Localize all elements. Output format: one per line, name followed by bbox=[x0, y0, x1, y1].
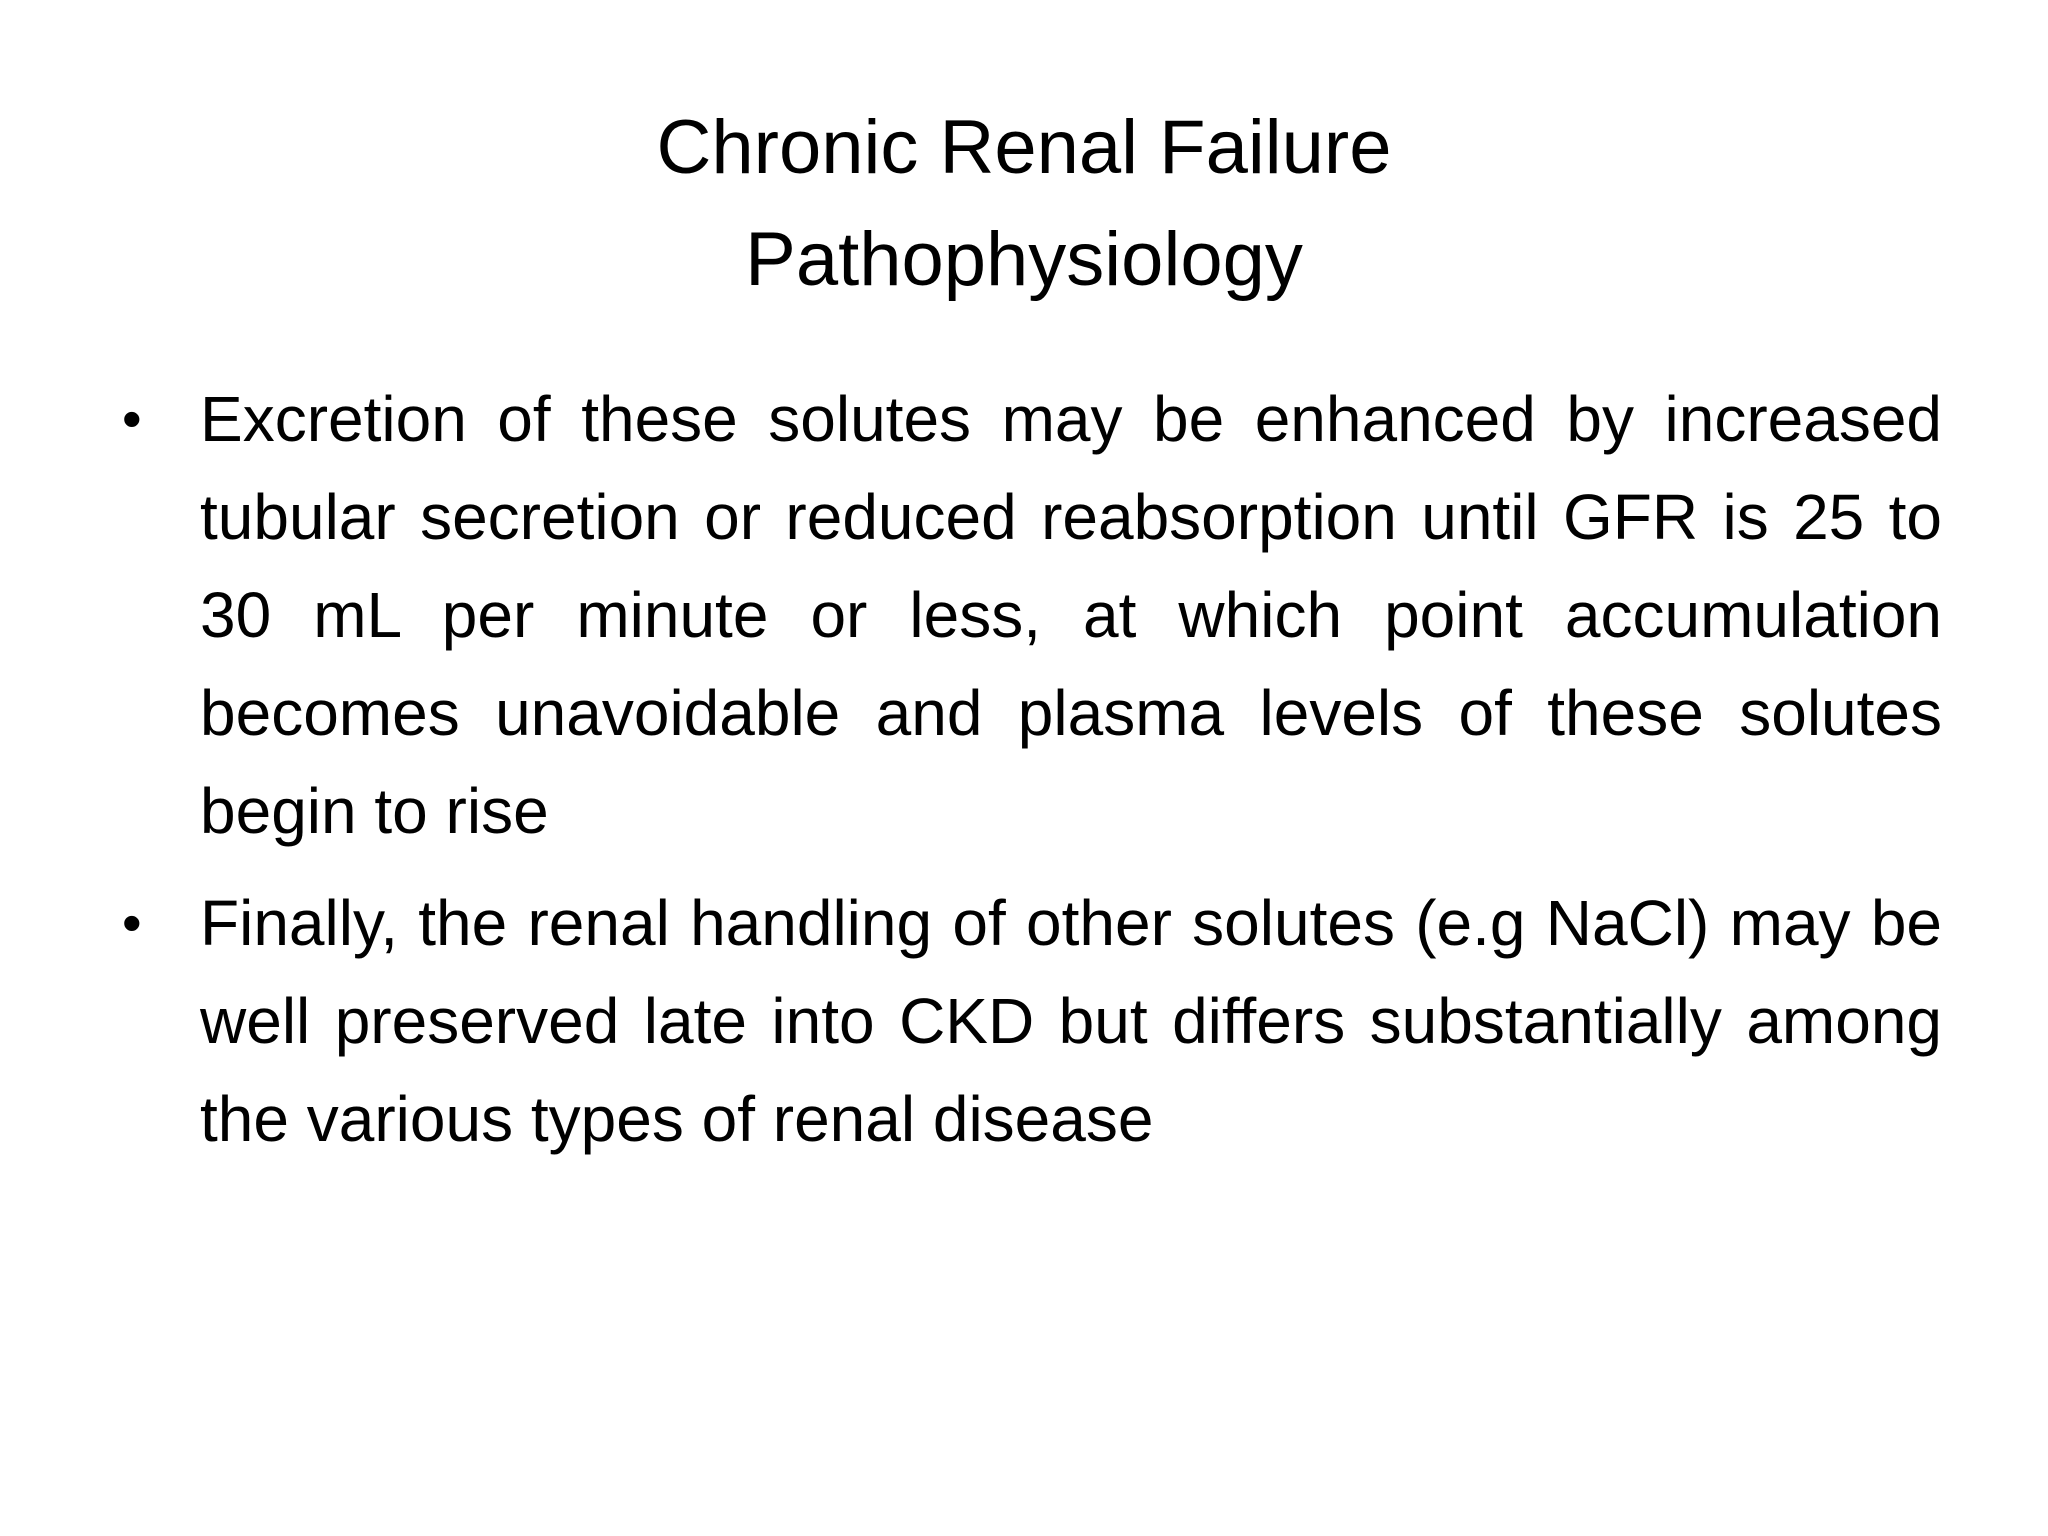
bullet-list bbox=[122, 370, 1942, 1182]
bullet-marker-icon: • bbox=[122, 891, 142, 954]
bullet-item-1 bbox=[122, 370, 1942, 860]
bullet-text-2: Finally, the renal handling of other solutes (e.g NaCl) may be well preserved late into CKD but differs substantially among the various types of renal disease bbox=[200, 887, 1942, 1155]
title-line-1: Chronic Renal Failure bbox=[656, 105, 1392, 190]
title-line-2: Pathophysiology bbox=[745, 217, 1303, 302]
bullet-text-1: Excretion of these solutes may be enhanced by increased tubular secretion or reduced reabsorption until GFR is 25 to 30 mL per minute or less, at which point accumulation becomes unavoidable and plasma levels of these solutes begin to rise bbox=[200, 383, 1942, 847]
bullet-marker-icon: • bbox=[122, 387, 142, 450]
bullet-item-2 bbox=[122, 874, 1942, 1168]
slide-title bbox=[0, 92, 2048, 316]
